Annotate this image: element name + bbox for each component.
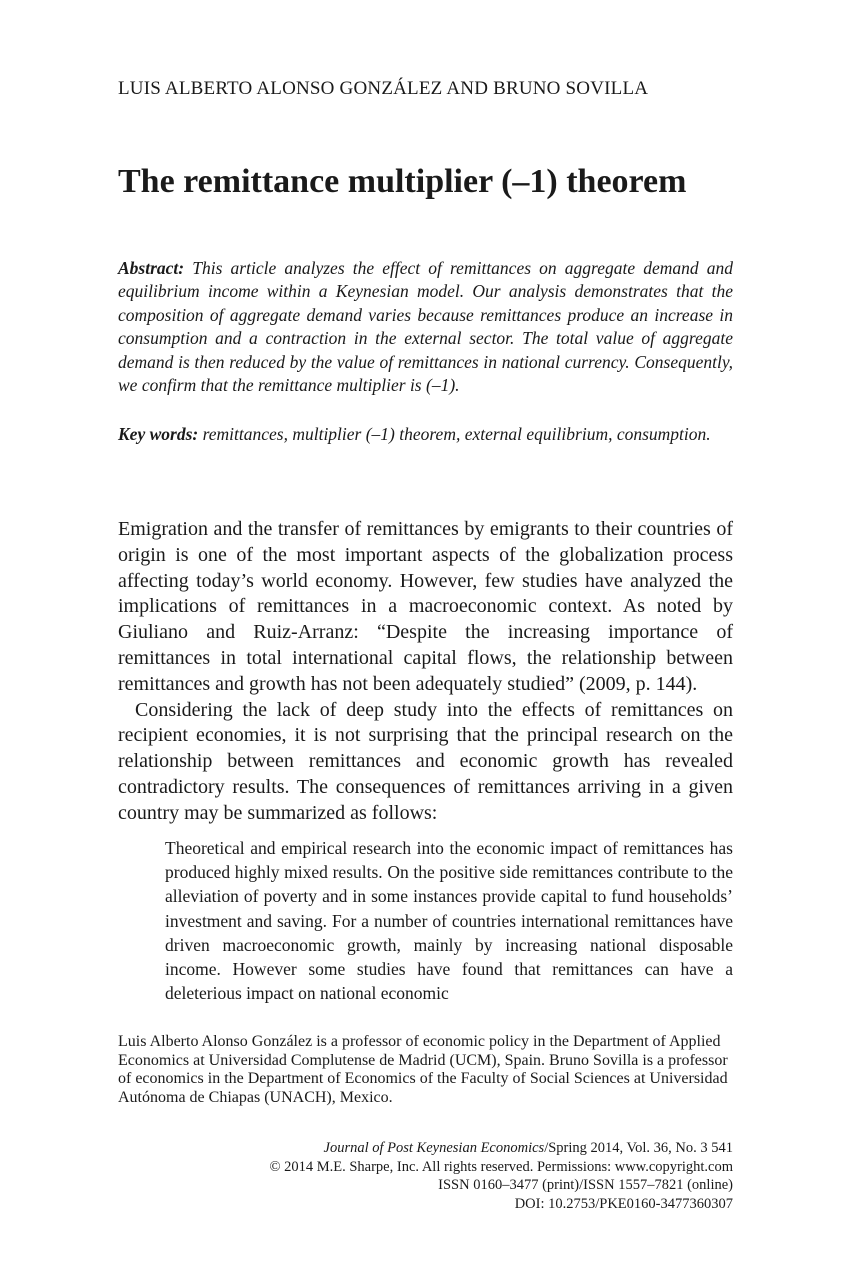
author-footnote: Luis Alberto Alonso González is a professor of economic policy in the Department of Applied Economics at Universidad Complutense de Madrid (UCM), Spain. Bruno Sovilla is a professor of economics in the Department of Economics of the Faculty of Social Sciences at Universidad Autónoma de Chiapas (UNACH), Mexico. — [118, 1033, 728, 1106]
copyright-line: © 2014 M.E. Sharpe, Inc. All rights reserved. Permissions: www.copyright.com — [269, 1158, 733, 1175]
paragraph: Considering the lack of deep study into the effects of remittances on recipient economies, it is not surprising that the principal research on the relationship between remittances and economic growth has revealed contradictory results. The consequences of remittances arriving in a given country may be summarized as follows: — [118, 698, 733, 824]
article-title: The remittance multiplier (–1) theorem — [118, 163, 687, 200]
block-quote: Theoretical and empirical research into the economic impact of remittances has produced highly mixed results. On the positive side remittances contribute to the alleviation of poverty and in some instances provide capital to fund households’ investment and saving. For a number of countries international remittances have driven macroeconomic growth, mainly by increasing national disposable income. However some studies have found that remittances can have a deleterious impact on national economic — [165, 838, 733, 1004]
keywords-label: Key words: — [118, 424, 199, 444]
keywords — [118, 423, 733, 446]
journal-citation — [118, 1139, 733, 1158]
journal-issue: /Spring 2014, Vol. 36, No. 3 541 — [544, 1140, 733, 1156]
issn-line: ISSN 0160–3477 (print)/ISSN 1557–7821 (online) — [438, 1177, 733, 1194]
body-text — [118, 517, 733, 827]
journal-name: Journal of Post Keynesian Economics — [323, 1140, 545, 1156]
author-line: LUIS ALBERTO ALONSO GONZÁLEZ AND BRUNO SOVILLA — [118, 78, 649, 99]
abstract-text: This article analyzes the effect of remittances on aggregate demand and equilibrium income within a Keynesian model. Our analysis demonstrates that the composition of aggregate demand varies because remittances produce an increase in consumption and a contraction in the external sector. The total value of aggregate demand is then reduced by the value of remittances in national currency. Consequently, we confirm that the remittance multiplier is (–1). — [118, 258, 734, 396]
keywords-text: remittances, multiplier (–1) theorem, external equilibrium, consumption. — [202, 424, 711, 444]
abstract — [118, 257, 733, 397]
journal-footer — [118, 1139, 733, 1214]
abstract-label: Abstract: — [118, 258, 185, 278]
paragraph: Emigration and the transfer of remittances by emigrants to their countries of origin is one of the most important aspects of the globalization process affecting today’s world economy. However, few studies have analyzed the implications of remittances in a macroeconomic context. As noted by Giuliano and Ruiz-Arranz: “Despite the increasing importance of remittances in total international capital flows, the relationship between remittances and growth has not been adequately studied” (2009, p. 144). — [118, 518, 733, 695]
doi-line: DOI: 10.2753/PKE0160-3477360307 — [514, 1196, 733, 1213]
